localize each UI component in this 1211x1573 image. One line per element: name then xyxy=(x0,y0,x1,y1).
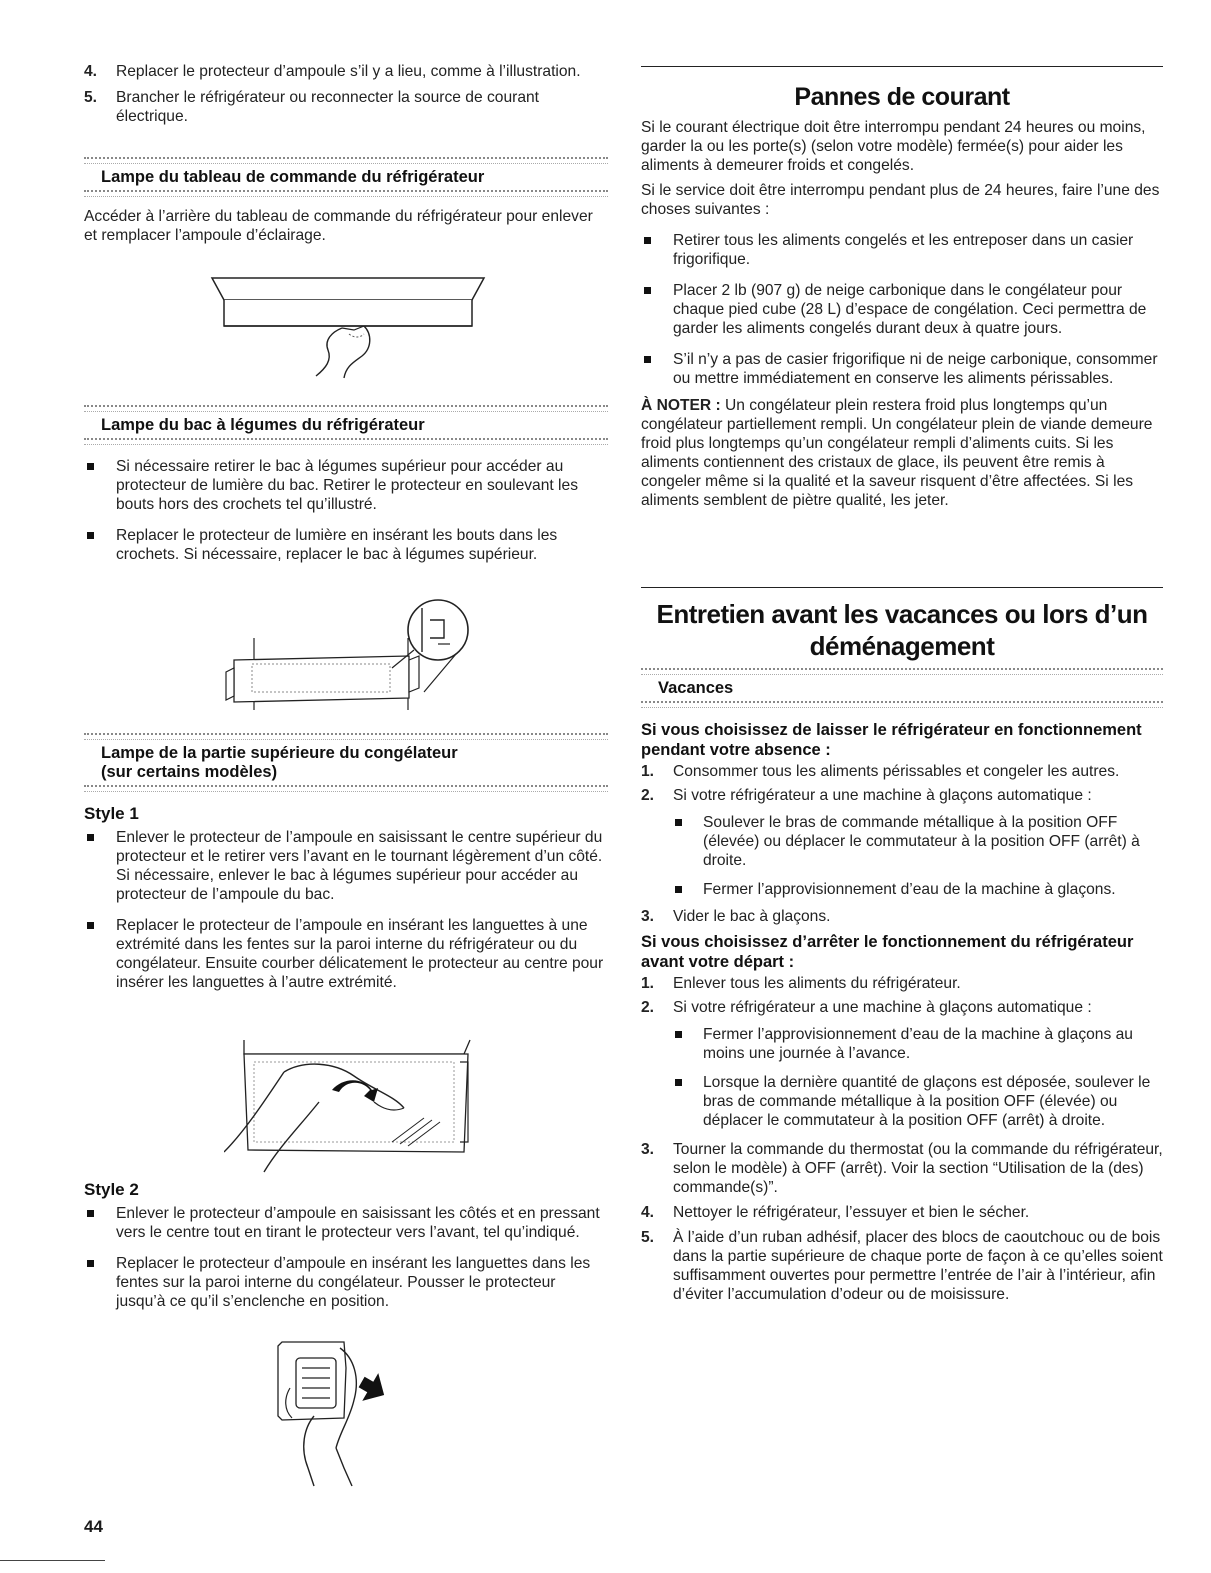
section-heading: Vacances xyxy=(658,679,734,697)
step-item: 2. Si votre réfrigérateur a une machine à glaçons automatique : xyxy=(641,999,1092,1016)
power-outage-title: Pannes de courant xyxy=(794,83,1010,111)
dotted-divider xyxy=(84,438,608,445)
question-heading: Si vous choisissez de laisser le réfrigérateur en fonctionnement pendant votre absence : xyxy=(641,721,1142,759)
section-crisper-lamp xyxy=(84,405,608,564)
bullet-item: Si nécessaire retirer le bac à légumes supérieur pour accéder au protecteur de lumière du bac. Retirer le protecteur en soulevant les bouts hors des crochets tel qu’illustré. xyxy=(84,457,608,514)
sub-bullet-item: Lorsque la dernière quantité de glaçons est déposée, soulever le bras de commande métallique à la position OFF (élevée) ou déplacer le commutateur à la position OFF (arrêt) à droite. xyxy=(641,1073,1163,1130)
section-rule xyxy=(641,66,1163,67)
bullet-item: Replacer le protecteur de l’ampoule en insérant les languettes à une extrémité dans les fentes sur la paroi interne du réfrigérateur ou du congélateur. Ensuite courber délicatement le protecteur au centre pour insérer les languettes à l’autre extrémité. xyxy=(84,916,608,992)
bullet-item: Enlever le protecteur de l’ampoule en saisissant le centre supérieur du protecteur et le retirer vers l’avant en le tournant légèrement d’un côté. Si nécessaire, enlever le bac à légumes supérieur pour accéder au protecteur de l’ampoule du bac. xyxy=(84,828,608,904)
bullet-item: Enlever le protecteur d’ampoule en saisissant les côtés et en pressant vers le centre tout en tirant le protecteur vers l’avant, tel qu’indiqué. xyxy=(84,1204,608,1242)
section-heading: Lampe du tableau de commande du réfrigérateur xyxy=(101,168,485,186)
vacation-body xyxy=(641,668,1163,1304)
power-outage-body xyxy=(641,118,1163,510)
paragraph: Accéder à l’arrière du tableau de commande du réfrigérateur pour enlever et remplacer l’ampoule d’éclairage. xyxy=(84,208,593,244)
step-item: 1. Enlever tous les aliments du réfrigérateur. xyxy=(641,975,961,992)
paragraph: Si le service doit être interrompu pendant plus de 24 heures, faire l’une des choses suivantes : xyxy=(641,182,1160,218)
dotted-divider xyxy=(641,668,1163,675)
section-heading: Lampe de la partie supérieure du congélateur (sur certains modèles) xyxy=(101,744,458,781)
step-item: 3. Tourner la commande du thermostat (ou la commande du réfrigérateur, selon le modèle) à OFF (arrêt). Voir la section “Utilisation de la (des) commande(s)”. xyxy=(641,1141,1163,1196)
bullet-item: Placer 2 lb (907 g) de neige carbonique dans le congélateur pour chaque pied cube (28 L) d’espace de congélation. Ceci permettra de garder les aliments congelés durant deux à quatre jours. xyxy=(641,281,1163,338)
style2-block xyxy=(84,1180,608,1311)
dotted-divider xyxy=(84,733,608,740)
bullet-item: S’il n’y a pas de casier frigorifique ni de neige carbonique, consommer ou mettre immédiatement en conserve les aliments périssables. xyxy=(641,350,1163,388)
crisper-lamp-illustration xyxy=(224,598,494,720)
step-item: 5. À l’aide d’un ruban adhésif, placer des blocs de caoutchouc ou de bois dans la partie supérieure de chaque porte de façon à ce qu’elles soient suffisamment ouvertes pour permettre l’entrée de l’air à l’intérieur, afin d’éviter l’accumulation d’odeur ou de moisissure. xyxy=(641,1229,1163,1303)
style-label: Style 1 xyxy=(84,804,139,823)
dotted-divider xyxy=(84,190,608,197)
freezer-lamp-style2-illustration xyxy=(274,1338,424,1488)
section-rule xyxy=(641,587,1163,588)
step-item: 3. Vider le bac à glaçons. xyxy=(641,908,831,925)
section-control-panel-lamp xyxy=(84,157,608,245)
control-panel-lamp-illustration xyxy=(204,268,504,388)
bullet-item: Replacer le protecteur d’ampoule en insérant les languettes dans les fentes sur la paroi interne du congélateur. Pousser le protecteur jusqu’à ce qu’il s’enclenche en position. xyxy=(84,1254,608,1311)
section-freezer-lamp xyxy=(84,733,608,992)
dotted-divider xyxy=(84,785,608,792)
step-item: 2. Si votre réfrigérateur a une machine à glaçons automatique : xyxy=(641,787,1092,804)
sub-bullet-item: Soulever le bras de commande métallique à la position OFF (élevée) ou déplacer le commutateur à la position OFF (arrêt) à droite. xyxy=(641,813,1163,870)
paragraph: Si le courant électrique doit être interrompu pendant 24 heures ou moins, garder la ou les porte(s) (selon votre modèle) fermée(s) pour aider les aliments à demeurer froids et congelés. xyxy=(641,119,1146,174)
freezer-lamp-style1-illustration xyxy=(224,1032,484,1174)
sub-bullet-item: Fermer l’approvisionnement d’eau de la machine à glaçons. xyxy=(641,880,1163,899)
dotted-divider xyxy=(84,405,608,412)
page-number: 44 xyxy=(84,1517,103,1536)
step-item: 4. Replacer le protecteur d’ampoule s’il y a lieu, comme à l’illustration. xyxy=(84,63,581,80)
question-heading: Si vous choisissez d’arrêter le fonctionnement du réfrigérateur avant votre départ : xyxy=(641,933,1134,971)
dotted-divider xyxy=(641,701,1163,708)
bullet-item: Retirer tous les aliments congelés et les entreposer dans un casier frigorifique. xyxy=(641,231,1163,269)
sub-bullet-item: Fermer l’approvisionnement d’eau de la machine à glaçons au moins une journée à l’avance. xyxy=(641,1025,1163,1063)
step-item: 1. Consommer tous les aliments périssables et congeler les autres. xyxy=(641,763,1120,780)
steps-top xyxy=(84,62,604,126)
note-paragraph: À NOTER : Un congélateur plein restera froid plus longtemps qu’un congélateur partiellement rempli. Un congélateur plein de viande demeure froid plus longtemps qu’un congélateur rempli d’aliments cuits. Si les aliments contiennent des cristaux de glace, ils peuvent être remis à congeler même si la qualité et la saveur risquent d’être affectées. Si les aliments semblent de piètre qualité, les jeter. xyxy=(641,397,1153,509)
step-item: 5. Brancher le réfrigérateur ou reconnecter la source de courant électrique. xyxy=(84,89,539,125)
dotted-divider xyxy=(84,157,608,164)
style-label: Style 2 xyxy=(84,1180,139,1199)
step-item: 4. Nettoyer le réfrigérateur, l’essuyer et bien le sécher. xyxy=(641,1204,1030,1221)
bullet-item: Replacer le protecteur de lumière en insérant les bouts dans les crochets. Si nécessaire, replacer le bac à légumes supérieur. xyxy=(84,526,608,564)
vacation-title: Entretien avant les vacances ou lors d’un déménagement xyxy=(656,599,1148,661)
footer-rule xyxy=(0,1560,105,1561)
section-heading: Lampe du bac à légumes du réfrigérateur xyxy=(101,416,425,434)
